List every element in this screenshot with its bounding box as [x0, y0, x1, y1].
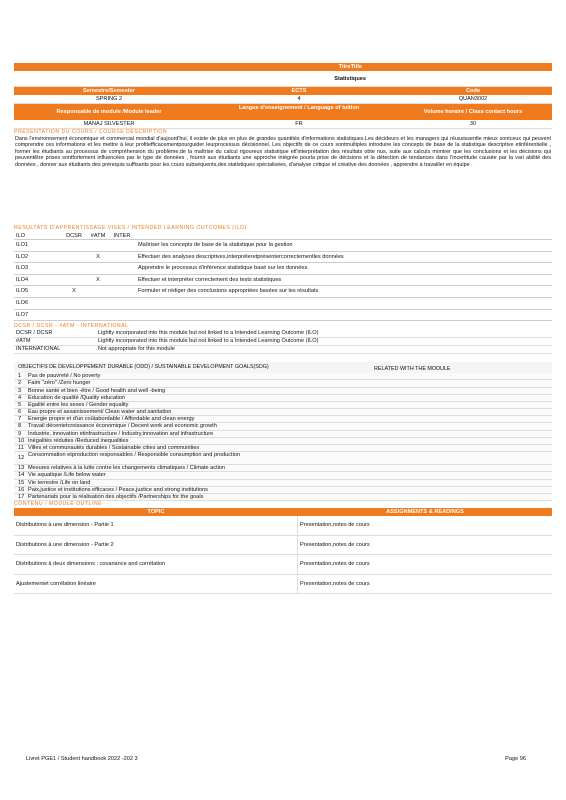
footer-page-number: Page 96: [505, 756, 526, 762]
sdg-row: [14, 416, 552, 423]
outline-topic: Distributions à deux dimensions : covariance and corrélation: [14, 555, 298, 574]
sdg-row: [14, 388, 552, 395]
sdg-header: [14, 362, 552, 373]
sdg-number: 16: [18, 486, 25, 493]
dcsr-heading: DCSR / DCSR - #ATM - INTERNATIONAL: [14, 323, 129, 330]
responsable-value: MANAJ SILVESTER: [83, 121, 135, 127]
ilo-row: [14, 240, 552, 252]
sdg-text: Education de qualité /Quality education: [28, 394, 126, 401]
contenu-header: [14, 508, 552, 516]
language-label: Langue d'enseignement / Language of tuition: [238, 105, 360, 111]
ilo-text: Effectuer des analyses descriptives,interpréteretprésentercorrectementles données: [138, 253, 344, 260]
ilo-row: [14, 252, 552, 264]
sdg-related-cell: [384, 452, 552, 464]
title-label-bar: TitreTitle: [14, 63, 552, 71]
language-value: FR: [295, 121, 303, 127]
header-values-2: [14, 120, 552, 129]
ilo-atm-mark: X: [96, 253, 100, 260]
ilo-text: Effectuer et interpréter correctement des tests statistiques: [138, 276, 282, 283]
semester-value: SPRING 2: [95, 96, 123, 102]
sdg-row: [14, 423, 552, 430]
outline-row: [14, 516, 552, 536]
sdg-number: 15: [18, 479, 25, 486]
sdg-number: 10: [18, 437, 25, 444]
code-label: Code: [466, 88, 480, 94]
ilo-text: Apprendre le processus d'inférence statistique basé sur les données.: [138, 265, 309, 272]
ilo-text: [134, 310, 552, 321]
outline-row: [14, 555, 552, 575]
ilo-id: ILO3: [16, 265, 29, 272]
sdg-related-cell: [384, 431, 552, 437]
dcsr-row: [14, 338, 552, 346]
ects-value: 4: [297, 96, 301, 102]
sdg-number: 12: [18, 455, 25, 462]
sdg-related-cell: [384, 494, 552, 500]
ilo-dcsr-mark: [62, 298, 86, 309]
outline-topic: Distributions à une dimension - Partie 2: [14, 536, 298, 555]
ilo-heading: RESULTATS D'APPRENTISSAGE VISES / INTENDED LEARNING OUTCOMES (ILO): [14, 225, 247, 231]
sdg-text: Mesures relatives à la lutte contre les changements climatiques / Climate action: [28, 465, 226, 472]
ilo-atm-mark: [86, 298, 110, 309]
ilo-inter-mark: [110, 263, 134, 274]
ilo-col-header: ILO: [16, 233, 26, 239]
sdg-number: 7: [18, 416, 22, 423]
sdg-text: Bonne santé et bien -être / Good health and well -being: [28, 387, 166, 394]
sdg-related-title: RELATED WITH THE MODULE: [374, 366, 451, 373]
ilo-id: ILO5: [16, 288, 29, 295]
ilo-row: [14, 263, 552, 275]
ilo-header-row: [14, 232, 552, 240]
atm-col-header: #ATM: [90, 233, 106, 239]
semester-label: Semestre/Semester: [83, 88, 135, 94]
spacer: [14, 354, 552, 362]
sdg-related-cell: [384, 373, 552, 379]
ilo-id: ILO4: [16, 276, 29, 283]
ilo-text: Formuler et rédiger des conclusions appropriées basées sur les résultats: [138, 288, 319, 295]
sdg-row: [14, 373, 552, 380]
sdg-row: [14, 395, 552, 402]
sdg-title: OBJECTIFS DE DEVELOPPEMENT DURABLE (ODD) / SUSTAINABLE DEVELOPMENT GOALS(SDG): [18, 364, 269, 371]
dcsr-key: #ATM: [16, 338, 31, 345]
dcsr-value: Not appropriate for this module: [98, 346, 175, 353]
ilo-text: [134, 298, 552, 309]
ilo-atm-mark: [86, 310, 110, 321]
dcsr-col-header: DCSR: [66, 233, 82, 239]
sdg-row: [14, 452, 552, 465]
ilo-atm-mark: [86, 240, 110, 251]
ilo-id: ILO6: [16, 299, 29, 306]
sdg-row: [14, 402, 552, 409]
sdg-text: Partenariats pour la réalisation des objectifs /Partnerships for the goals: [28, 493, 204, 500]
sdg-related-cell: [384, 402, 552, 408]
sdg-related-cell: [384, 487, 552, 493]
outline-row: [14, 536, 552, 556]
ilo-inter-mark: [110, 275, 134, 286]
outline-assignment: Presentation,notes de cours: [300, 541, 370, 548]
outline-topic: Ajustementet corrélation linéaire: [14, 575, 298, 594]
sdg-text: Pas de pauvreté / No poverty: [28, 373, 101, 380]
ilo-inter-mark: [110, 240, 134, 251]
sdg-row: [14, 409, 552, 416]
presentation-text: Dans l'environnement économique et commercial mondial d'aujourd'hui, il existe de plus en plus de grandes quantités d'informations statistiques.Les décideurs et les managers qui réussissentle mieux sontceux qui peuvent comprendre ces informations et les mettre à leur profitefficacementpourguider leurprocessus décisionnel. Les objectifs de ce cours sontmultiples introduire les concepts de base de la statistique descriptive etinférentielle , former les étudiants au processus de compréhension du problème,de la maîtrise du calcul rigoureux statistique etl'interprétation des résultats obte nus, suite aux calculs montrer que les conclusions et les décisions qui peuventêtre prises sontfortement influencées par le type de données , fournir aux étudiants une approche intégrée pourla prise de décisions et la détection de tendances dans l'incertitude causée par la vari abilité des données , donner aux étudiants des prérequis suffisants pour les cours subséquents,des statistiques spécialisées, d'analyse critique et créative des données , apprendre à travailler en équipe .: [15, 136, 551, 168]
sdg-text: Eau propre et assainissement/ Clean water and sanitation: [28, 409, 172, 416]
sdg-number: 1: [18, 373, 22, 380]
ilo-id: ILO1: [16, 242, 29, 248]
ilo-dcsr-mark: [62, 240, 86, 251]
ilo-atm-mark: [86, 263, 110, 274]
sdg-number: 3: [18, 387, 22, 394]
sdg-text: Paix,justice et institutions efficaces / Peace,justice and strong institutions: [28, 486, 208, 493]
sdg-number: 13: [18, 465, 25, 472]
sdg-related-cell: [384, 472, 552, 478]
sdg-text: Consommation etproduction responsables / Responsible consumption and production: [28, 452, 241, 459]
ilo-inter-mark: [110, 310, 134, 321]
dcsr-table: [14, 330, 552, 354]
sdg-related-cell: [384, 438, 552, 444]
sdg-number: 6: [18, 409, 22, 416]
sdg-number: 11: [18, 445, 24, 452]
sdg-row: [14, 445, 552, 452]
sdg-row: [14, 487, 552, 494]
dcsr-row: [14, 330, 552, 338]
volume-value: 30: [469, 121, 477, 127]
ilo-row: [14, 298, 552, 310]
sdg-related-cell: [384, 416, 552, 422]
header-bar-1: [14, 87, 552, 95]
sdg-related-cell: [384, 395, 552, 401]
contenu-table: [14, 516, 552, 594]
sdg-related-cell: [384, 465, 552, 471]
sdg-related-cell: [384, 480, 552, 486]
outline-topic: Distributions à une dimension - Partie 1: [14, 516, 298, 535]
ilo-dcsr-mark: X: [72, 288, 76, 295]
ilo-table: [14, 240, 552, 321]
sdg-text: Industrie, innovation etinfrastructure / Industry,innovation and infrastructure: [28, 430, 214, 437]
sdg-number: 17: [18, 493, 25, 500]
sdg-text: Vie terrestre /Life on land: [28, 479, 91, 486]
dcsr-key: DCSR / DCSR: [16, 330, 53, 337]
sdg-row: [14, 494, 552, 501]
sdg-text: Energie propre et d'un coûtabordable / Affordable and clean energy: [28, 416, 195, 423]
ilo-id: ILO2: [16, 253, 29, 260]
sdg-number: 9: [18, 430, 22, 437]
sdg-text: Villes et communautés durables / Sustainable cities and communities: [28, 445, 200, 452]
ilo-inter-mark: [110, 286, 134, 297]
sdg-text: Faim "zéro" /Zero hunger: [28, 380, 91, 387]
syllabus-page: [14, 63, 552, 594]
outline-row: [14, 575, 552, 595]
sdg-row: [14, 380, 552, 387]
assign-header: ASSIGNMENTS & READINGS: [386, 509, 464, 516]
sdg-number: 8: [18, 423, 22, 430]
ilo-dcsr-mark: [62, 310, 86, 321]
sdg-related-cell: [384, 423, 552, 429]
ilo-text: Maîtriser les concepts de base de la statistique pour la gestion: [138, 242, 293, 248]
ilo-atm-mark: [86, 286, 110, 297]
contenu-heading: CONTENU / MODULE OUTLINE: [14, 501, 103, 508]
sdg-text: Vie aquatique /Life below water: [28, 472, 106, 479]
header-values-1: [14, 95, 552, 104]
ilo-inter-mark: [110, 252, 134, 263]
ilo-atm-mark: X: [96, 276, 100, 283]
dcsr-value: Lightly incorporated into this module but not linked to a Intended Learning Outcome (ILO): [98, 330, 319, 337]
page-footer: [26, 756, 526, 762]
sdg-row: [14, 472, 552, 479]
dcsr-key: INTERNATIONAL: [16, 346, 61, 353]
sdg-text: Travail décentetcroissance économique / Decent work and economic growth: [28, 423, 217, 430]
ilo-dcsr-mark: [62, 252, 86, 263]
title-row: [14, 71, 552, 87]
sdg-number: 14: [18, 472, 25, 479]
topic-header: TOPIC: [147, 509, 165, 516]
inter-col-header: INTER: [113, 233, 131, 239]
ects-label: ECTS: [291, 88, 307, 94]
sdg-text: Egalité entre les sexes / Gender equality: [28, 401, 129, 408]
course-title: Statistiques: [334, 76, 366, 82]
ilo-row: [14, 286, 552, 298]
sdg-related-cell: [384, 409, 552, 415]
responsable-label: Responsable de module /Module leader: [56, 109, 162, 115]
sdg-related-cell: [384, 388, 552, 394]
sdg-table: [14, 373, 552, 501]
footer-left: Livret PGE1 / Student handbook 2022 -202 3: [26, 756, 138, 762]
ilo-desc-col-header: [134, 232, 552, 239]
ilo-row: [14, 275, 552, 287]
ilo-id: ILO7: [16, 311, 29, 318]
sdg-number: 5: [18, 401, 22, 408]
sdg-row: [14, 480, 552, 487]
sdg-row: [14, 431, 552, 438]
sdg-number: 2: [18, 380, 22, 387]
presentation-heading: PRESENTATION DU COURS / COURSE DESCRIPTION: [14, 129, 168, 135]
dcsr-row: [14, 346, 552, 354]
sdg-number: 4: [18, 394, 22, 401]
sdg-row: [14, 438, 552, 445]
outline-assignment: Presentation,notes de cours: [300, 561, 370, 568]
volume-label: Volume horaire / Class contact hours: [423, 109, 523, 115]
code-value: QUAN3002: [458, 96, 488, 102]
sdg-row: [14, 465, 552, 472]
header-bar-2: [14, 104, 552, 120]
ilo-row: [14, 310, 552, 322]
ilo-dcsr-mark: [62, 275, 86, 286]
dcsr-value: Lightly incorporated into this module but not linked to a Intended Learning Outcome (ILO): [98, 338, 319, 345]
ilo-inter-mark: [110, 298, 134, 309]
ilo-dcsr-mark: [62, 263, 86, 274]
sdg-related-cell: [384, 445, 552, 451]
sdg-text: Inégalités réduites /Reduced inequalities: [28, 437, 129, 444]
outline-assignment: Presentation,notes de cours: [300, 580, 370, 587]
sdg-related-cell: [384, 380, 552, 386]
outline-assignment: Presentation,notes de cours: [300, 522, 370, 529]
